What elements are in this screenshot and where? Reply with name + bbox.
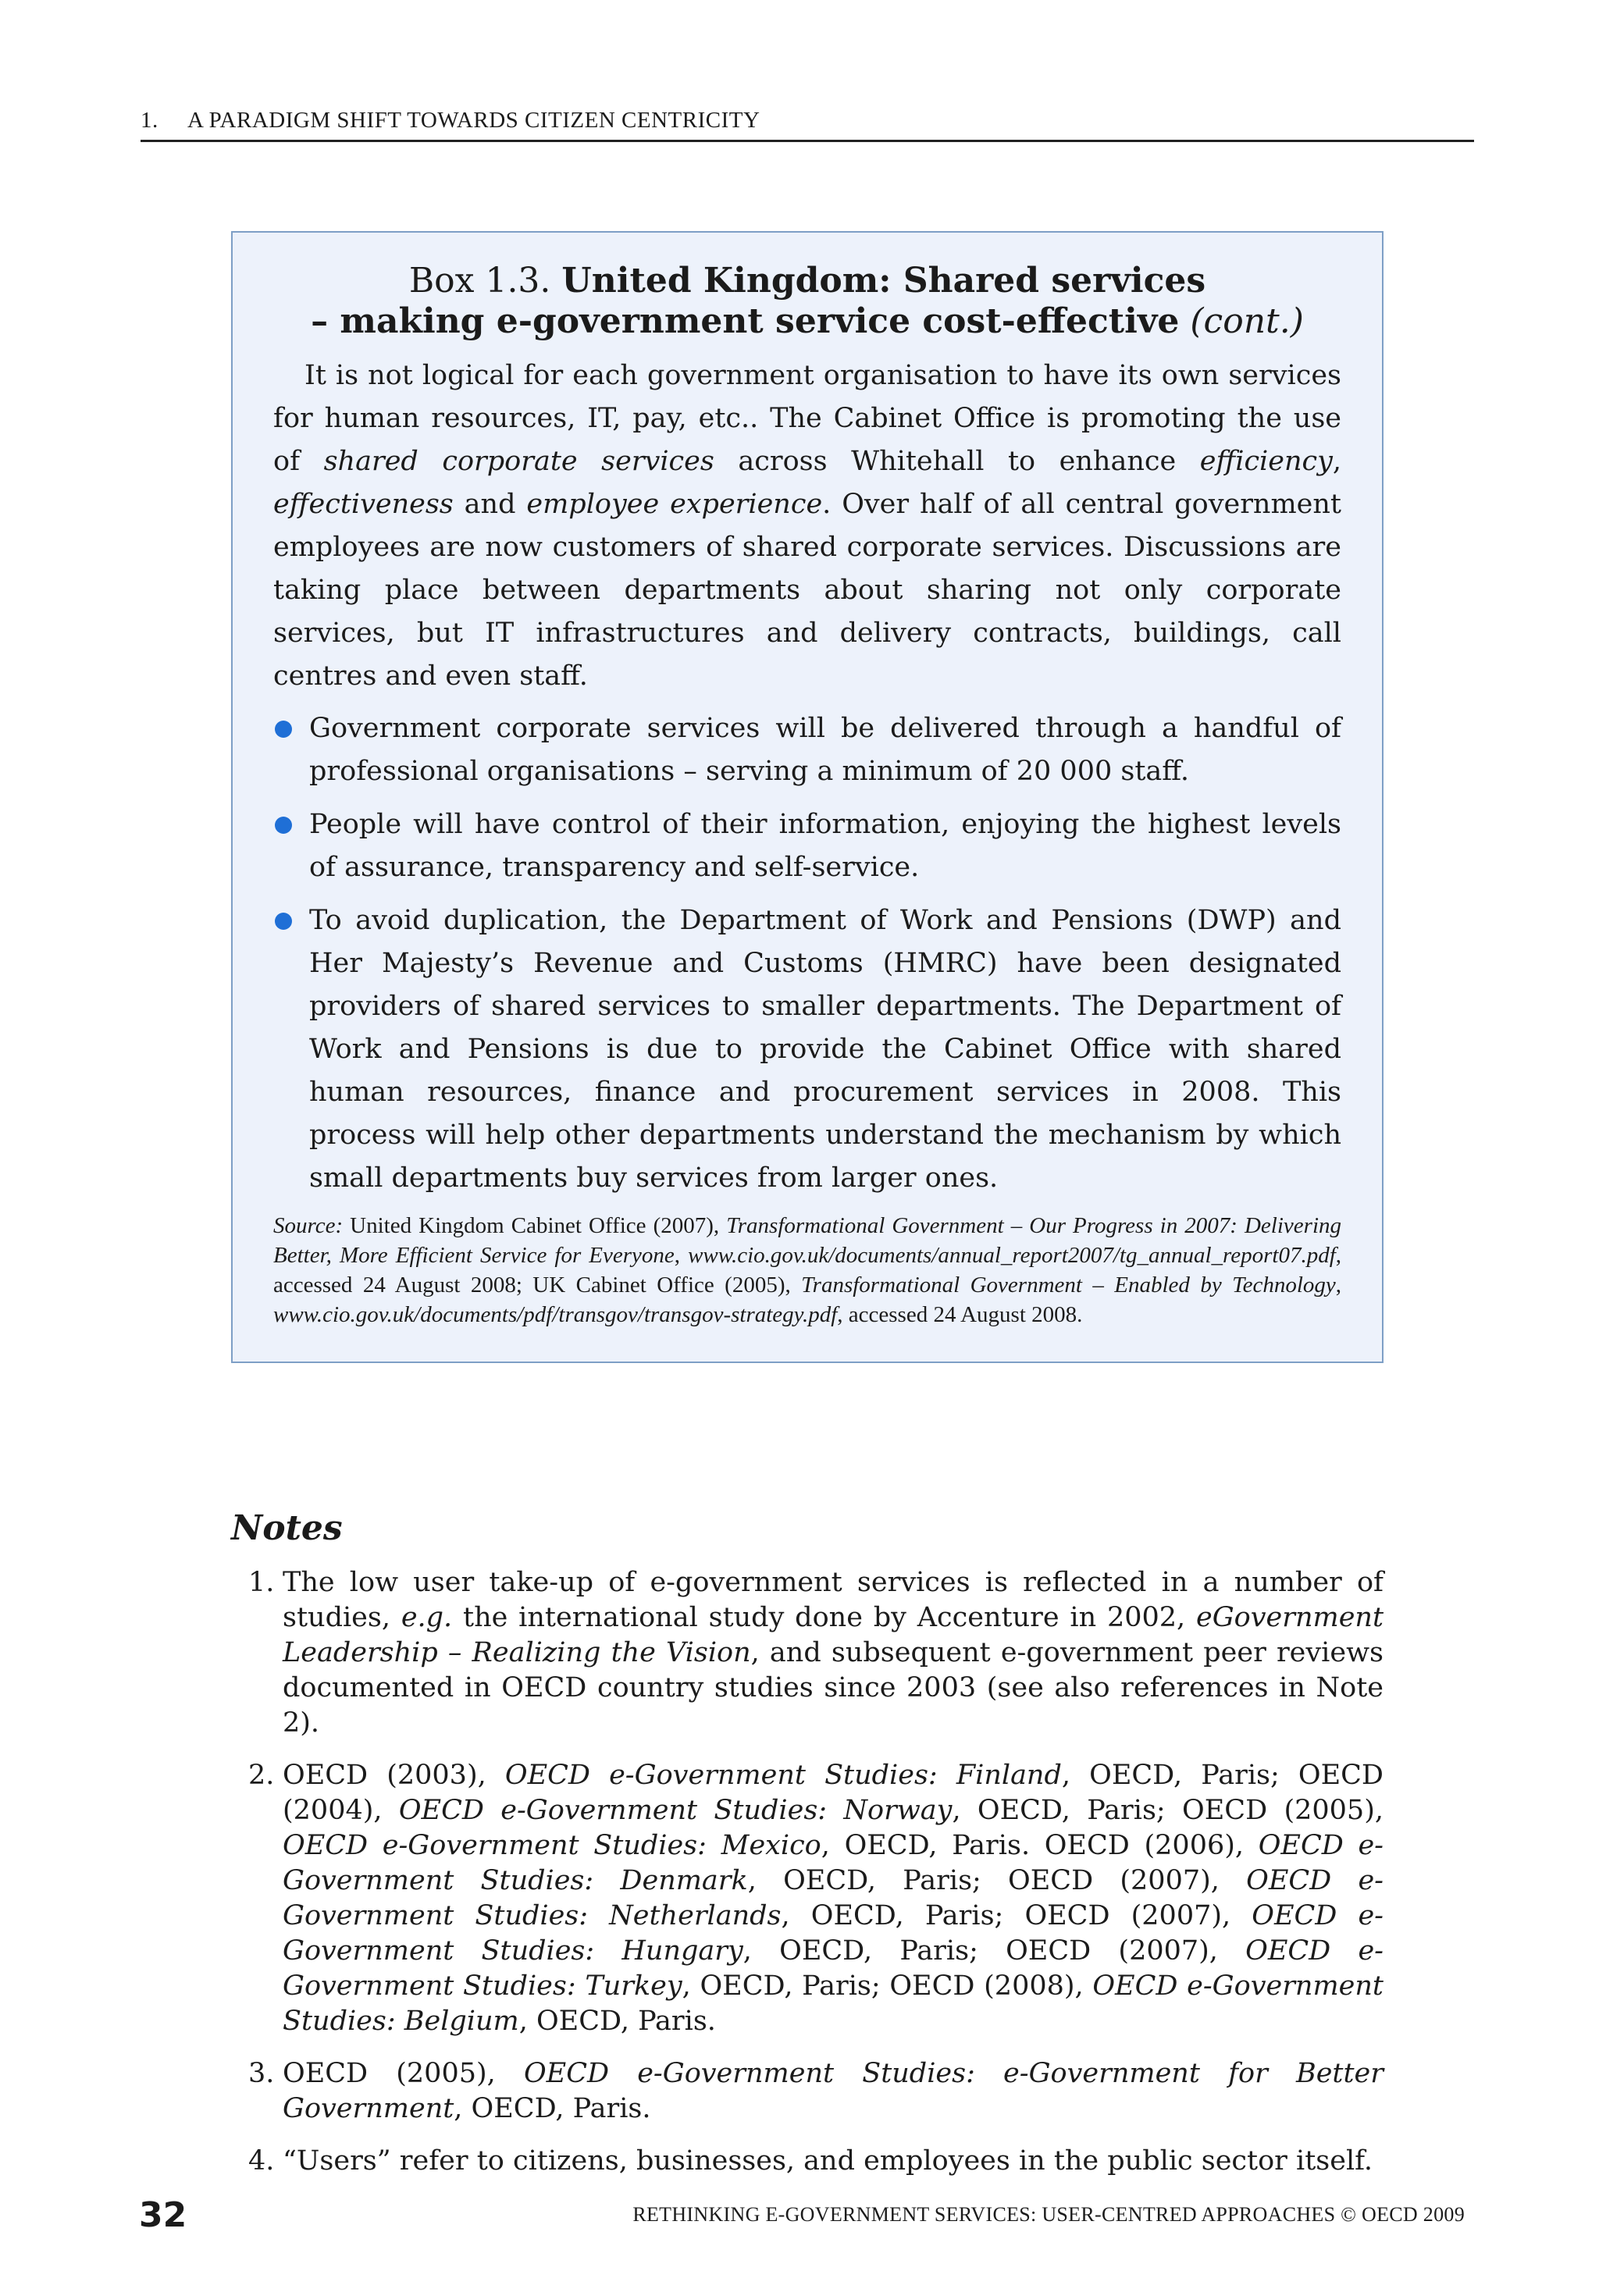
- bullet-text: People will have control of their information, enjoying the highest levels of assurance, transparency and self-service.: [309, 809, 1341, 883]
- text-run: , OECD, Paris.: [454, 2093, 651, 2124]
- notes-list: [231, 1565, 1384, 2196]
- bullet-item: [273, 803, 1341, 889]
- text-run: the international study done by Accenture in 2002,: [452, 1602, 1196, 1633]
- text-run: United Kingdom Cabinet Office (2007),: [343, 1213, 727, 1238]
- bullet-list: [273, 707, 1341, 1200]
- citation-title: OECD e-Government Studies: Turkey: [283, 1935, 1384, 2002]
- source-title: Transformational Government – Our Progress in 2007: Delivering Better, More Efficient Service for Everyone: [273, 1213, 1341, 1268]
- box-title-line1: United Kingdom: Shared services: [561, 261, 1206, 301]
- citation-title: OECD e-Government Studies: Finland: [504, 1760, 1062, 1791]
- bullet-dot-icon: [275, 817, 292, 834]
- source-url: www.cio.gov.uk/documents/annual_report2007/tg_annual_report07.pdf: [688, 1243, 1336, 1268]
- box-title-line2: – making e-government service cost-effective: [311, 301, 1180, 341]
- case-study-box: [231, 231, 1384, 1363]
- text-run: OECD (2003),: [283, 1760, 505, 1791]
- text-run: , OECD, Paris; OECD (2004),: [283, 1760, 1384, 1826]
- text-run: across Whitehall to enhance: [714, 446, 1200, 477]
- bullet-text: Government corporate services will be delivered through a handful of professional organisations – serving a minimum of 20 000 staff.: [309, 713, 1341, 787]
- text-run: “Users” refer to citizens, businesses, and employees in the public sector itself.: [283, 2145, 1373, 2177]
- publication-footer: RETHINKING E-GOVERNMENT SERVICES: USER-CENTRED APPROACHES © OECD 2009: [632, 2203, 1465, 2226]
- running-head: [141, 108, 1474, 142]
- emphasis: employee experience: [526, 489, 823, 520]
- source-url: www.cio.gov.uk/documents/pdf/transgov/transgov-strategy.pdf: [273, 1302, 838, 1327]
- notes-heading: Notes: [231, 1508, 343, 1548]
- text-run: , accessed 24 August 2008.: [837, 1302, 1083, 1327]
- bullet-item: [273, 899, 1341, 1200]
- text-run: The low user take-up of e-government services is reflected in a number of studies,: [283, 1567, 1384, 1633]
- note-number: 2.: [248, 1760, 275, 1791]
- text-run: , OECD, Paris.: [518, 2006, 716, 2037]
- citation-title: OECD e-Government Studies: e-Government for Better Government: [283, 2058, 1384, 2124]
- source-title: Transformational Government – Enabled by Technology: [801, 1273, 1336, 1298]
- text-run: , OECD, Paris; OECD (2007),: [743, 1935, 1246, 1967]
- box-source: [273, 1211, 1341, 1330]
- text-run: ,: [1332, 446, 1342, 477]
- text-run: . Over half of all central government employees are now customers of shared corporate services. Discussions are taking place between departments about sharing not only corporate services, but IT infrastructures and delivery contracts, buildings, call centres and even staff.: [273, 489, 1341, 692]
- text-run: ,: [1335, 1273, 1341, 1298]
- note-item: [231, 2056, 1384, 2127]
- text-run: , OECD, Paris. OECD (2006),: [821, 1830, 1259, 1861]
- note-item: [231, 2144, 1384, 2179]
- chapter-number: 1.: [141, 108, 158, 133]
- box-cont-label: (cont.): [1190, 301, 1304, 341]
- text-run: It is not logical for each government organisation to have its own services for human resources, IT, pay, etc.. The Cabinet Office is promoting the use of: [273, 360, 1341, 477]
- box-title: [273, 261, 1341, 342]
- note-number: 4.: [248, 2145, 275, 2177]
- text-run: , accessed 24 August 2008; UK Cabinet Office (2005),: [273, 1243, 1341, 1298]
- text-run: ,: [674, 1243, 689, 1268]
- source-label: Source:: [273, 1213, 344, 1238]
- text-run: , OECD, Paris; OECD (2007),: [781, 1900, 1252, 1931]
- bullet-dot-icon: [275, 913, 292, 930]
- emphasis: efficiency: [1199, 446, 1333, 477]
- text-run: and: [453, 489, 527, 520]
- bullet-item: [273, 707, 1341, 793]
- citation-title: OECD e-Government Studies: Belgium: [283, 1970, 1384, 2037]
- text-run: , OECD, Paris; OECD (2007),: [747, 1865, 1247, 1896]
- citation-title: OECD e-Government Studies: Norway: [398, 1795, 953, 1826]
- emphasis: shared corporate services: [323, 446, 714, 477]
- page-number: 32: [139, 2195, 187, 2235]
- note-item: [231, 1565, 1384, 1741]
- citation-title: OECD e-Government Studies: Netherlands: [283, 1865, 1384, 1931]
- bullet-text: To avoid duplication, the Department of Work and Pensions (DWP) and Her Majesty’s Revenue and Customs (HMRC) have been designated providers of shared services to smaller departments. The Department of Work and Pensions is due to provide the Cabinet Office with shared human resources, finance and procurement services in 2008. This process will help other departments understand the mechanism by which small departments buy services from larger ones.: [309, 905, 1341, 1194]
- bullet-dot-icon: [275, 721, 292, 738]
- box-paragraph: [273, 354, 1341, 698]
- citation-title: eGovernment Leadership – Realizing the Vision: [283, 1602, 1384, 1668]
- text-run: OECD (2005),: [283, 2058, 524, 2089]
- chapter-title: A PARADIGM SHIFT TOWARDS CITIZEN CENTRICITY: [187, 108, 760, 133]
- text-run: , and subsequent e-government peer reviews documented in OECD country studies since 2003 (see also references in Note 2).: [283, 1637, 1384, 1739]
- box-label: Box 1.3.: [408, 261, 551, 301]
- text-run: , OECD, Paris; OECD (2008),: [682, 1970, 1093, 2002]
- citation-title: OECD e-Government Studies: Hungary: [283, 1900, 1384, 1967]
- note-number: 1.: [248, 1567, 275, 1598]
- emphasis: effectiveness: [273, 489, 454, 520]
- citation-title: OECD e-Government Studies: Mexico: [283, 1830, 821, 1861]
- emphasis: e.g.: [401, 1602, 453, 1633]
- text-run: , OECD, Paris; OECD (2005),: [952, 1795, 1384, 1826]
- note-number: 3.: [248, 2058, 275, 2089]
- note-item: [231, 1758, 1384, 2039]
- citation-title: OECD e-Government Studies: Denmark: [283, 1830, 1384, 1896]
